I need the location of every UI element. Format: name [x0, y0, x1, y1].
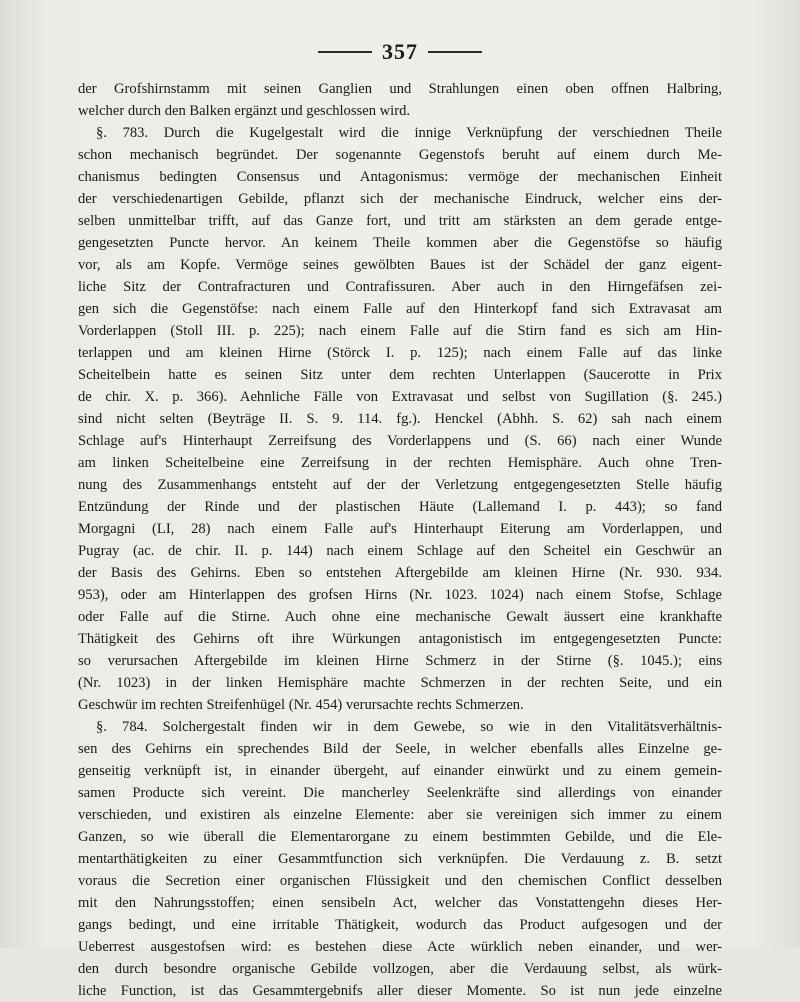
text-line: Scheitelbein hatte es seinen Sitz unter dem rechten Unterlappen (Saucerotte in Prix [78, 367, 722, 383]
text-line: 953), oder am Hinterlappen des grofsen Hirns (Nr. 1023. 1024) nach einem Stofse, Schlage [78, 587, 722, 603]
text-line: der verschiedenartigen Gebilde, pflanzt sich der mechanische Eindruck, welcher eins der- [78, 191, 722, 207]
text-line: liche Sitz der Contrafracturen und Contrafissuren. Aber auch in den Hirngefäfsen zei- [78, 279, 722, 295]
text-line: schon mechanisch begründet. Der sogenannte Gegenstofs beruht auf einem durch Me- [78, 147, 722, 163]
page-header [0, 40, 800, 64]
text-line: selben unmittelbar trifft, auf das Ganze fort, und tritt am stärksten an dem gerade entge- [78, 213, 722, 229]
header-rule-right [428, 51, 482, 53]
text-line: §. 784. Solchergestalt finden wir in dem Gewebe, so wie in den Vitalitätsverhältnis- [96, 719, 722, 735]
text-line: liche Function, ist das Gesammtergebnifs aller dieser Momente. So ist nun jede einzelne [78, 983, 722, 999]
text-line: §. 783. Durch die Kugelgestalt wird die innige Verknüpfung der verschiednen Theile [96, 125, 722, 141]
text-line: genseitig verknüpft ist, in einander übergeht, auf einander einwürkt und zu einem gemein- [78, 763, 722, 779]
text-line: samen Producte sich vereint. Die mancherley Seelenkräfte sind allerdings von einander [78, 785, 722, 801]
text-line: Thätigkeit des Gehirns oft ihre Würkungen antagonistisch im entgegengesetzten Puncte: [78, 631, 722, 647]
text-line: Entzündung der Rinde und der plastischen Häute (Lallemand I. p. 443); so fand [78, 499, 722, 515]
text-line: de chir. X. p. 366). Aehnliche Fälle von Extravasat und selbst von Sugillation (§. 245.) [78, 389, 722, 405]
text-line: Geschwür im rechten Streifenhügel (Nr. 454) verursachte rechts Schmerzen. [78, 697, 524, 713]
text-line: welcher durch den Balken ergänzt und geschlossen wird. [78, 103, 411, 119]
text-line: Ganzen, so wie überall die Elementarorgane zu einem bestimmten Gebilde, und die Ele- [78, 829, 722, 845]
text-line: oder Falle auf die Stirne. Auch ohne eine mechanische Gewalt äussert eine krankhafte [78, 609, 722, 625]
text-line: sen des Gehirns ein sprechendes Bild der Seele, in welcher ebenfalls alles Einzelne ge- [78, 741, 722, 757]
text-line: der Grofshirnstamm mit seinen Ganglien und Strahlungen einen oben offnen Halbring, [78, 81, 722, 97]
text-line: mit den Nahrungsstoffen; einen sensibeln Act, welcher das Vonstattengehn dieses Her- [78, 895, 722, 911]
text-line: mentarthätigkeiten zu einer Gesammtfunction sich verknüpfen. Die Verdauung z. B. setzt [78, 851, 722, 867]
text-line: nung des Zusammenhangs entsteht auf der der Verletzung entgegengesetzten Stelle häufig [78, 477, 722, 493]
text-line: gengesetzten Puncte hervor. An keinem Theile kommen aber die Gegenstöfse so häufig [78, 235, 722, 251]
text-line: Ueberrest ausgestofsen wird: es bestehen diese Acte würklich neben einander, und wer- [78, 939, 722, 955]
text-line: den durch besondre organische Gebilde vollzogen, aber die Verdauung selbst, als würk- [78, 961, 722, 977]
text-line: gen sich die Gegenstöfse: nach einem Falle auf den Hinterkopf fand sich Extravasat am [78, 301, 722, 317]
text-line: Schlage auf's Hinterhaupt Zerreifsung des Vorderlappens und (S. 66) nach einer Wunde [78, 433, 722, 449]
body-text [78, 78, 722, 1002]
text-line: der Basis des Gehirns. Eben so entstehen Aftergebilde am kleinen Hirne (Nr. 930. 934. [78, 565, 722, 581]
text-line: sind nicht selten (Beyträge II. S. 9. 114. fg.). Henckel (Abhh. S. 62) sah nach einem [78, 411, 722, 427]
text-line: (Nr. 1023) in der linken Hemisphäre machte Schmerzen in der rechten Seite, und ein [78, 675, 722, 691]
text-line: verschieden, und existiren als einzelne Elemente: aber sie vereinigen sich immer zu einem [78, 807, 722, 823]
text-line: am linken Scheitelbeine eine Zerreifsung in der rechten Hemisphäre. Auch ohne Tren- [78, 455, 722, 471]
text-line: Morgagni (LI, 28) nach einem Falle auf's Hinterhaupt Eiterung am Vorderlappen, und [78, 521, 722, 537]
text-line: terlappen und am kleinen Hirne (Störck I. p. 125); nach einem Falle auf das linke [78, 345, 722, 361]
text-line: vor, als am Kopfe. Vermöge seines gewölbten Baues ist der Schädel der ganz eigent- [78, 257, 722, 273]
text-line: gangs bedingt, und eine irritable Thätigkeit, wodurch das Product aufgesogen und der [78, 917, 722, 933]
text-line: Vorderlappen (Stoll III. p. 225); nach einem Falle auf die Stirn fand es sich am Hin- [78, 323, 722, 339]
text-line: Pugray (ac. de chir. II. p. 144) nach einem Schlage auf den Scheitel ein Geschwür an [78, 543, 722, 559]
text-line: so verursachen Aftergebilde im kleinen Hirne Schmerz in der Stirne (§. 1045.); eins [78, 653, 722, 669]
page-number: 357 [382, 39, 418, 64]
text-line: chanismus bedingten Consensus und Antagonismus: vermöge der mechanischen Einheit [78, 169, 722, 185]
header-rule-left [318, 51, 372, 53]
text-line: voraus die Secretion einer organischen Flüssigkeit und den chemischen Conflict desselben [78, 873, 722, 889]
